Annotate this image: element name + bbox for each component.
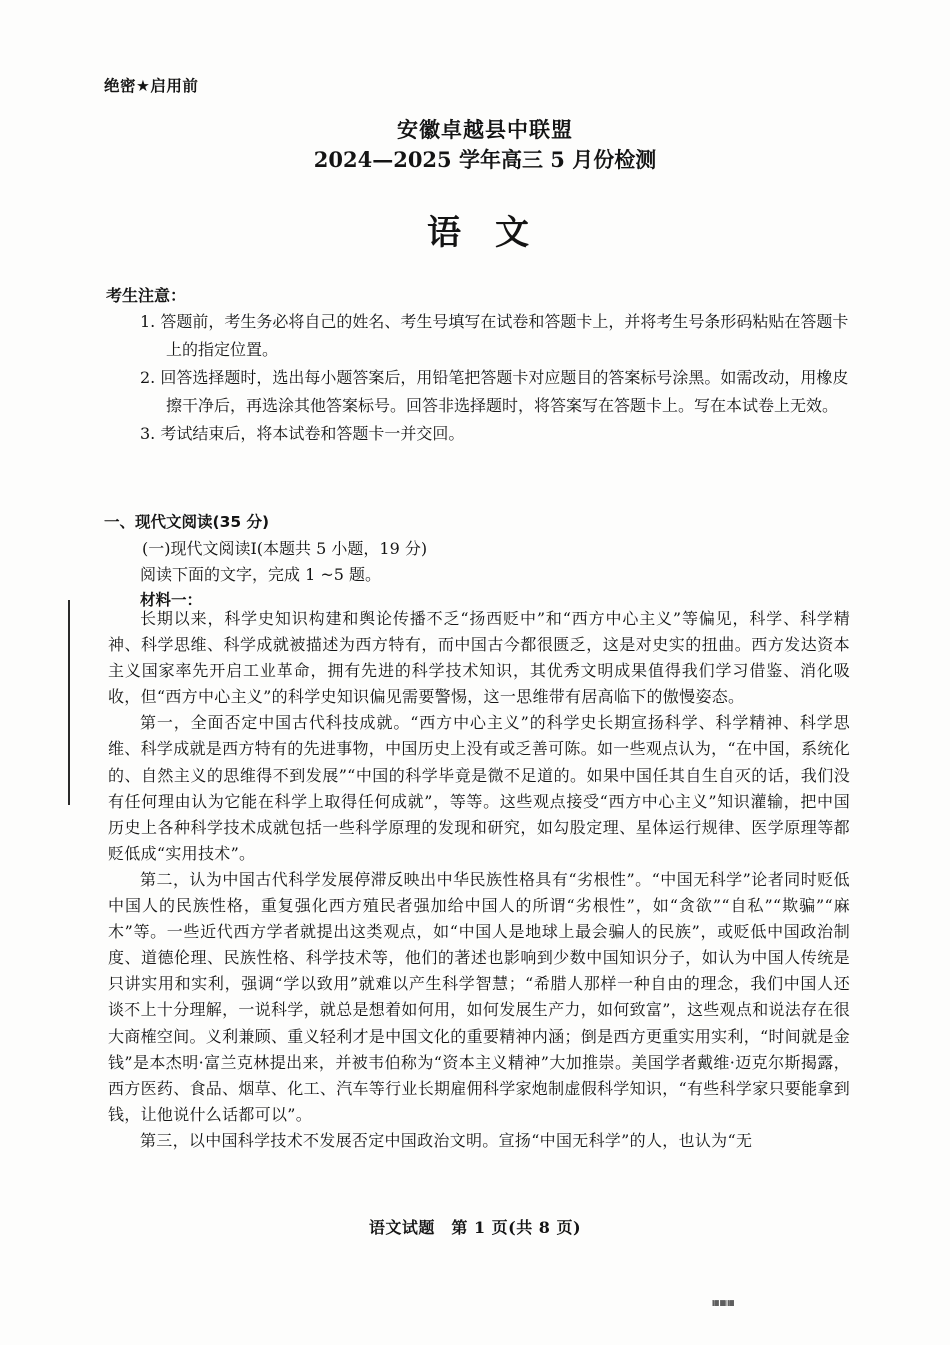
passage-paragraph: 第一，全面否定中国古代科技成就。“西方中心主义”的科学史长期宣扬科学、科学精神、科学思维、科学成就是西方特有的先进事物，中国历史上没有或乏善可陈。如一些观点认为，“在中国，系统化的、自然主义的思维得不到发展”“中国的科学毕竟是微不足道的。如果中国任其自生自灭的话，我们没有任何理由认为它能在科学上取得任何成就”，等等。这些观点接受“西方中心主义”知识灌输，把中国历史上各种科学技术成就包括一些科学原理的发现和研究，如勾股定理、星体运行规律、医学原理等都贬低成“实用技术”。: [108, 713, 850, 863]
notice-item: 2. 回答选择题时，选出每小题答案后，用铅笔把答题卡对应题目的答案标号涂黑。如需改动，用橡皮擦干净后，再选涂其他答案标号。回答非选择题时，将答案写在答题卡上。写在本试卷上无效。: [140, 368, 849, 415]
title-block: [0, 115, 950, 175]
binding-line: [68, 600, 70, 805]
section-title: 一、现代文阅读(35 分): [104, 513, 270, 531]
reading-passage: [108, 606, 850, 1154]
notice-list: [140, 308, 860, 449]
subject-title: 语文: [427, 213, 563, 253]
notice-item: 1. 答题前，考生务必将自己的姓名、考生号填写在试卷和答题卡上，并将考生号条形码粘贴在答题卡上的指定位置。: [140, 312, 849, 359]
passage-paragraph: 第二，认为中国古代科学发展停滞反映出中华民族性格具有“劣根性”。“中国无科学”论者同时贬低中国人的民族性格，重复强化西方殖民者强加给中国人的所谓“劣根性”，如“贪欲”“自私”“欺骗”“麻木”等。一些近代西方学者就提出这类观点，如“中国人是地球上最会骗人的民族”，或贬低中国政治制度、道德伦理、民族性格、科学技术等，他们的著述也影响到少数中国知识分子，如认为中国人传统是只讲实用和实利，强调“学以致用”就难以产生科学智慧；“希腊人那样一种自由的理念，我们中国人还谈不上十分理解，一说科学，就总是想着如何用，如何发展生产力，如何致富”，这些观点和说法存在很大商榷空间。义利兼顾、重义轻利才是中国文化的重要精神内涵；倒是西方更重实用实利，“时间就是金钱”是本杰明·富兰克林提出来，并被韦伯称为“资本主义精神”大加推崇。美国学者戴维·迈克尔斯揭露，西方医药、食品、烟草、化工、汽车等行业长期雇佣科学家炮制虚假科学知识，“有些科学家只要能拿到钱，让他说什么话都可以”。: [108, 869, 850, 1124]
material-label: 材料一：: [140, 591, 203, 609]
section-subtitle: (一)现代文阅读Ⅰ(本题共 5 小题，19 分): [142, 539, 428, 558]
secret-label: 绝密★启用前: [104, 77, 199, 95]
section-instruction: 阅读下面的文字，完成 1 ~5 题。: [140, 565, 382, 584]
passage-paragraph: 长期以来，科学史知识构建和舆论传播不乏“扬西贬中”和“西方中心主义”等偏见，科学、科学精神、科学思维、科学成就被描述为西方特有，而中国古今都很匮乏，这是对史实的扭曲。西方发达资本主义国家率先开启工业革命，拥有先进的科学技术知识，其优秀文明成果值得我们学习借鉴、消化吸收，但“西方中心主义”的科学史知识偏见需要警惕，这一思维带有居高临下的傲慢姿态。: [108, 609, 850, 707]
notice-title: 考生注意：: [106, 286, 187, 305]
qr-watermark-icon: ▦▦▦: [712, 1298, 735, 1307]
exam-title: 2024—2025 学年高三 5 月份检测: [313, 147, 657, 172]
page-footer: 语文试题 第 1 页(共 8 页): [368, 1218, 582, 1237]
org-title: 安徽卓越县中联盟: [397, 117, 573, 142]
notice-item: 3. 考试结束后，将本试卷和答题卡一并交回。: [140, 424, 465, 443]
passage-paragraph: 第三，以中国科学技术不发展否定中国政治文明。宣扬“中国无科学”的人，也认为“无: [140, 1130, 753, 1150]
